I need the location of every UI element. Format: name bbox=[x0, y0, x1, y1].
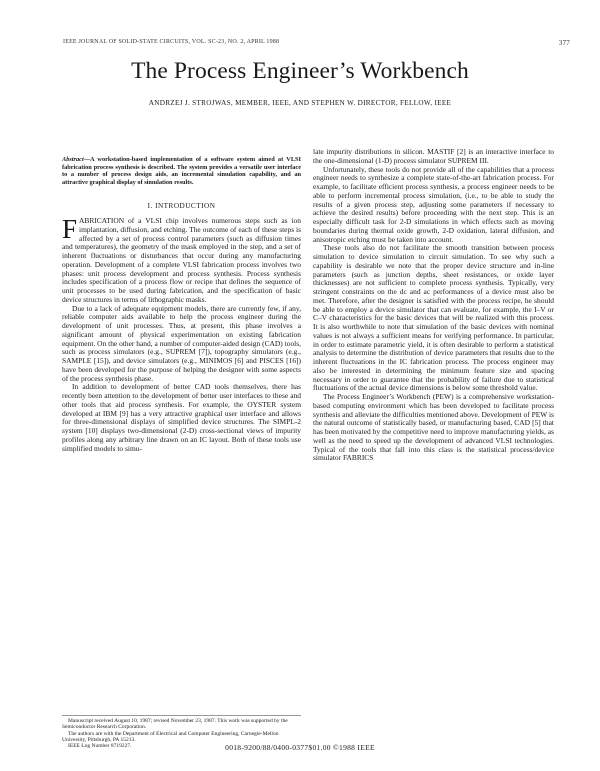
section-heading-introduction: I. INTRODUCTION bbox=[147, 202, 216, 211]
copyright-code: 0018-9200/88/0400-0377$01.00 ©1988 IEEE bbox=[225, 743, 375, 752]
right-paragraph-1: Unfortunately, these tools do not provide all of the capabilities that a process engineer needs to synthesize a complete state-of-the-art fabrication process. For example, to facilitate efficient process synthesis, a process engineer needs to be able to perform incremental process simulation, (i.e., to be able to study the results of a given process step, adjusting some parameters if necessary to achieve the desired results) before proceeding with the next step. This is an especially difficult task for 2-D simulations in which effects such as moving boundaries during thermal oxide growth, 2-D oxidation, lateral diffusion, and anisotropic etching must be taken into account. bbox=[313, 164, 554, 244]
intro-paragraph-3: In addition to development of better CAD tools themselves, there has recently been attention to the development of better user interfaces to these and other tools that aid process synthesis. For example, the OYSTER system developed at IBM [9] has a very attractive graphical user interface and allows for three-dimensional displays of simplified device structures. The SIMPL-2 system [10] displays two-dimensional (2-D) cross-sectional views of impurity profiles along any arbitrary line drawn on an IC layout. Both of these tools use simplified models to simu- bbox=[62, 382, 301, 453]
drop-cap: F bbox=[62, 214, 78, 245]
paper-title: The Process Engineer’s Workbench bbox=[131, 58, 469, 84]
right-column bbox=[313, 148, 554, 463]
running-head bbox=[63, 39, 570, 49]
footnote-line-1: Manuscript received August 10, 1987; revised November 23, 1987. This work was supported by the Semiconductor Research Corporation. bbox=[62, 718, 288, 731]
abstract bbox=[62, 156, 301, 186]
right-paragraph-3: The Process Engineer’s Workbench (PEW) is a comprehensive workstation-based computing environment which has been developed to facilitate process synthesis and alleviate the difficulties mentioned above. Development of PEW is the natural outcome of statistically based, or manufacturing based, CAD [5] that has been motivated by the competitive need to improve manufacturing yields, as well as the need to speed up the development of advanced VLSI technologies. Typical of the tools that fall into this class is the statistical process/device simulator FABRICS bbox=[313, 392, 554, 463]
footnote-line-3: IEEE Log Number 8719227. bbox=[68, 743, 132, 750]
right-paragraph-0: late impurity distributions in silicon. MASTIF [2] is an interactive interface to the one-dimensional (1-D) process simulator SUPREM III. bbox=[313, 147, 554, 165]
intro-paragraph-1-text: ABRICATION of a VLSI chip involves numerous steps such as ion implantation, diffusion, and etching. The outcome of each of these steps is affected by a set of process control parameters (such as diffusion times and temperatures), the geometry of the mask employed in the step, and a set of inherent fluctuations or disturbances that occur during any manufacturing operation. Development of a complete VLSI fabrication process involves two phases: unit process development and process synthesis. Process synthesis includes specification of a process flow or recipe that defines the sequence of unit processes to be used during fabrication, and the specification of basic device structures in terms of lithographic masks. bbox=[62, 216, 301, 304]
right-paragraph-2: These tools also do not facilitate the smooth transition between process simulation to device simulation to circuit simulation. To see why such a capability is desirable we note that the proper device structure and in-line parameters (such as junction depths, sheet resistances, or oxide layer thicknesses) are not sufficient to complete process synthesis. Typically, very stringent constraints on the dc and ac performances of a device must also be met. Therefore, after the designer is satisfied with the process recipe, he should be able to employ a device simulator that can evaluate, for example, the I–V or C–V characteristics for the basic devices that will be realized with this process. It is also worthwhile to note that simulation of the basic devices with nominal values is not always a sufficient means for verifying performance. In particular, in order to estimate parametric yield, it is often desirable to perform a statistical analysis to determine the distribution of device parameters that results due to the inherent fluctuations in the IC fabrication process. The process engineer may also be interested in determining the minimum feature size and spacing necessary in order to guarantee that the probability of failure due to statistical fluctuations of the actual device dimensions is below some threshold value. bbox=[313, 243, 554, 393]
journal-header: IEEE JOURNAL OF SOLID-STATE CIRCUITS, VOL. SC-23, NO. 2, APRIL 1988 bbox=[63, 39, 280, 45]
footnote-line-2: The authors are with the Department of Electrical and Computer Engineering, Carnegie-Mellon University, Pittsburgh, PA 15213. bbox=[62, 730, 279, 743]
page-number: 377 bbox=[558, 39, 570, 47]
abstract-lead: Abstract bbox=[62, 156, 84, 163]
left-column bbox=[62, 156, 301, 453]
intro-paragraph-1 bbox=[62, 214, 301, 305]
author-line: ANDRZEJ J. STROJWAS, MEMBER, IEEE, AND STEPHEN W. DIRECTOR, FELLOW, IEEE bbox=[148, 99, 452, 107]
intro-paragraph-2: Due to a lack of adequate equipment models, there are currently few, if any, reliable computer aids available to help the process engineer during the development of unit processes. Thus, at present, this phase involves a significant amount of physical experimentation on existing fabrication equipment. On the other hand, a number of computer-aided design (CAD) tools, such as process simulators (e.g., SUPREM [7]), topography simulators (e.g., SAMPLE [15]), and device simulators (e.g., MINIMOS [6] and PISCES [16]) have been developed for the purpose of helping the designer with some aspects of the process synthesis phase. bbox=[62, 303, 301, 383]
abstract-text: —A workstation-based implementation of a software system aimed at VLSI fabrication process synthesis is described. The system provides a versatile user interface to a number of process design aids, an incremental simulation capability, and an attractive graphical display of simulation results. bbox=[62, 156, 301, 186]
